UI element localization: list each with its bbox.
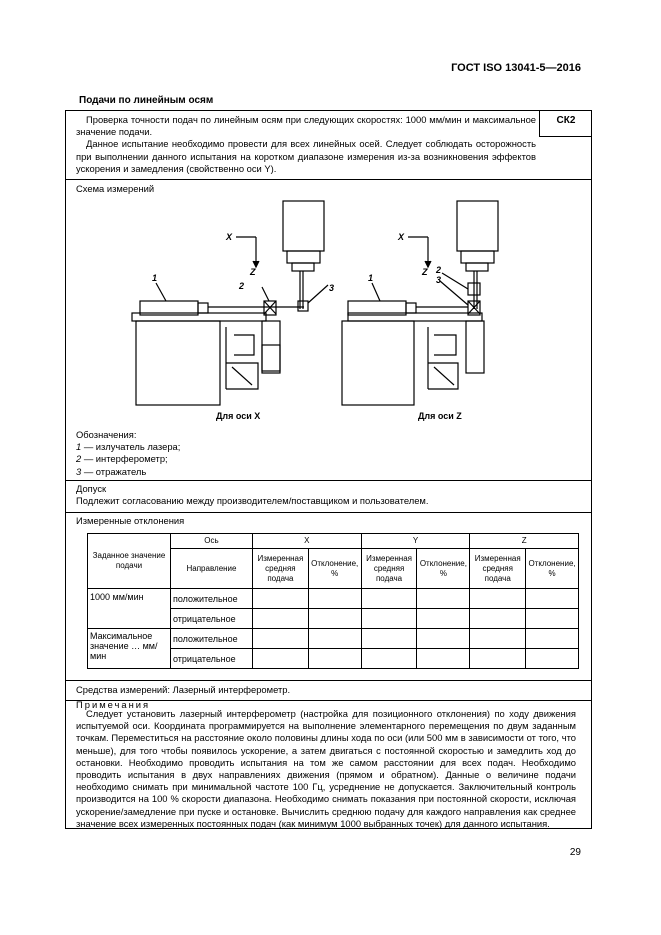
notes-body — [76, 708, 576, 830]
col-axis: Ось — [171, 534, 253, 549]
callout-1-x: 1 — [152, 273, 158, 283]
table-z — [348, 313, 482, 321]
caption-x: Для оси X — [216, 411, 261, 421]
axis-x-label-z: X — [398, 232, 405, 242]
axis-z-label-z: Z — [422, 267, 428, 277]
deviations-table — [87, 533, 579, 669]
direction-negative: отрицательное — [171, 609, 253, 629]
axis-x-header: X — [253, 534, 362, 549]
legend-item: 2 — интерферометр; — [76, 453, 168, 465]
section-title: Подачи по линейным осям — [79, 95, 214, 106]
table-x — [132, 313, 266, 321]
base-z — [342, 321, 414, 405]
legend-item: 3 — отражатель — [76, 465, 147, 477]
callout-1-z: 1 — [368, 273, 374, 283]
axis-z-header: Z — [470, 534, 579, 549]
notes-title: Примечания — [76, 699, 151, 710]
legend-item: 1 — излучатель лазера; — [76, 441, 181, 453]
notes-text: Следует установить лазерный интерферометр (настройка для позиционного отклонения) по ходу движения испытуемой оси. Координата программируется на выполнение элементарного перемещения по двум заданным точкам. Переместиться на расстояние около половины длины хода по оси (или 500 мм в зависимости от того, что меньше), для того чтобы появилось ускорение, а затем двигаться с постоянной скоростью и замедлить ход до остановки. Необходимо проводить испытания на том же самом расстоянии для всех подач. Необходимо проводить испытания в двух направлениях движения (прямом и обратном). Данные о величине подачи необходимо снимать при минимальной частоте 100 Гц, усреднение не допускается. Заключительный контроль производится на 100 % скорости диапазона. Необходимо снимать показания при постоянной скорости, исключая ускорение/замедление при пуске и остановке. Вычислить среднюю подачу для каждого направления как среднее значение всех измеренных постоянных подач (как минимум 1000 выбранных точек) для данного испытания. — [76, 708, 576, 829]
legend-title: Обозначения: — [76, 429, 137, 440]
sub-avg-x: Измеренная средняя подача — [253, 549, 309, 589]
spindle-head-x — [283, 201, 324, 251]
col-direction: Направление — [171, 549, 253, 589]
instruments-text: Средства измерений: Лазерный интерферометр. — [76, 684, 291, 695]
row-divider — [66, 179, 591, 180]
direction-positive: положительное — [171, 589, 253, 609]
caption-z: Для оси Z — [418, 411, 462, 421]
scheme-title: Схема измерений — [76, 183, 155, 194]
test-code: СК2 — [539, 111, 592, 136]
direction-positive: положительное — [171, 629, 253, 649]
intro-paragraph-1: Проверка точности подач по линейным осям при следующих скоростях: 1000 мм/мин и максимальное значение подачи. — [76, 114, 536, 138]
deviations-title: Измеренные отклонения — [76, 515, 185, 526]
legend — [76, 429, 180, 478]
base-x — [136, 321, 220, 405]
row-divider — [66, 480, 591, 481]
code-box-divider — [539, 136, 591, 137]
page-number: 29 — [569, 847, 581, 858]
tolerance-title: Допуск — [76, 483, 107, 494]
sub-dev-z: Отклонение, % — [526, 549, 579, 589]
callout-3-z: 3 — [436, 275, 442, 285]
intro-text — [76, 114, 536, 175]
row-divider — [66, 512, 591, 513]
spindle-head-z — [457, 201, 498, 251]
axis-x-label: X — [226, 232, 233, 242]
sub-avg-z: Измеренная средняя подача — [470, 549, 526, 589]
sub-avg-y: Измеренная средняя подача — [361, 549, 417, 589]
direction-negative: отрицательное — [171, 649, 253, 669]
callout-3-x: 3 — [329, 283, 335, 293]
tolerance-text: Подлежит согласованию между производителем/поставщиком и пользователем. — [76, 495, 429, 506]
row-divider — [66, 680, 591, 681]
axis-z-label: Z — [250, 267, 256, 277]
axis-y-header: Y — [361, 534, 470, 549]
col-given-feed: Заданное значение подачи — [88, 534, 171, 589]
measurement-scheme — [66, 197, 593, 425]
feed-1000: 1000 мм/мин — [88, 589, 171, 629]
standard-reference: ГОСТ ISO 13041-5—2016 — [451, 62, 581, 74]
feed-max: Максимальное значение … мм/мин — [88, 629, 171, 669]
test-card — [65, 110, 592, 829]
callout-2-x: 2 — [239, 281, 245, 291]
sub-dev-y: Отклонение, % — [417, 549, 470, 589]
sub-dev-x: Отклонение, % — [308, 549, 361, 589]
callout-2-z: 2 — [436, 265, 442, 275]
intro-paragraph-2: Данное испытание необходимо провести для всех линейных осей. Следует соблюдать осторожность при выполнении данного испытания на коротком диапазоне измерения из-за возникновения эффектов ускорения и замедления (свойственно оси Y). — [76, 138, 536, 174]
